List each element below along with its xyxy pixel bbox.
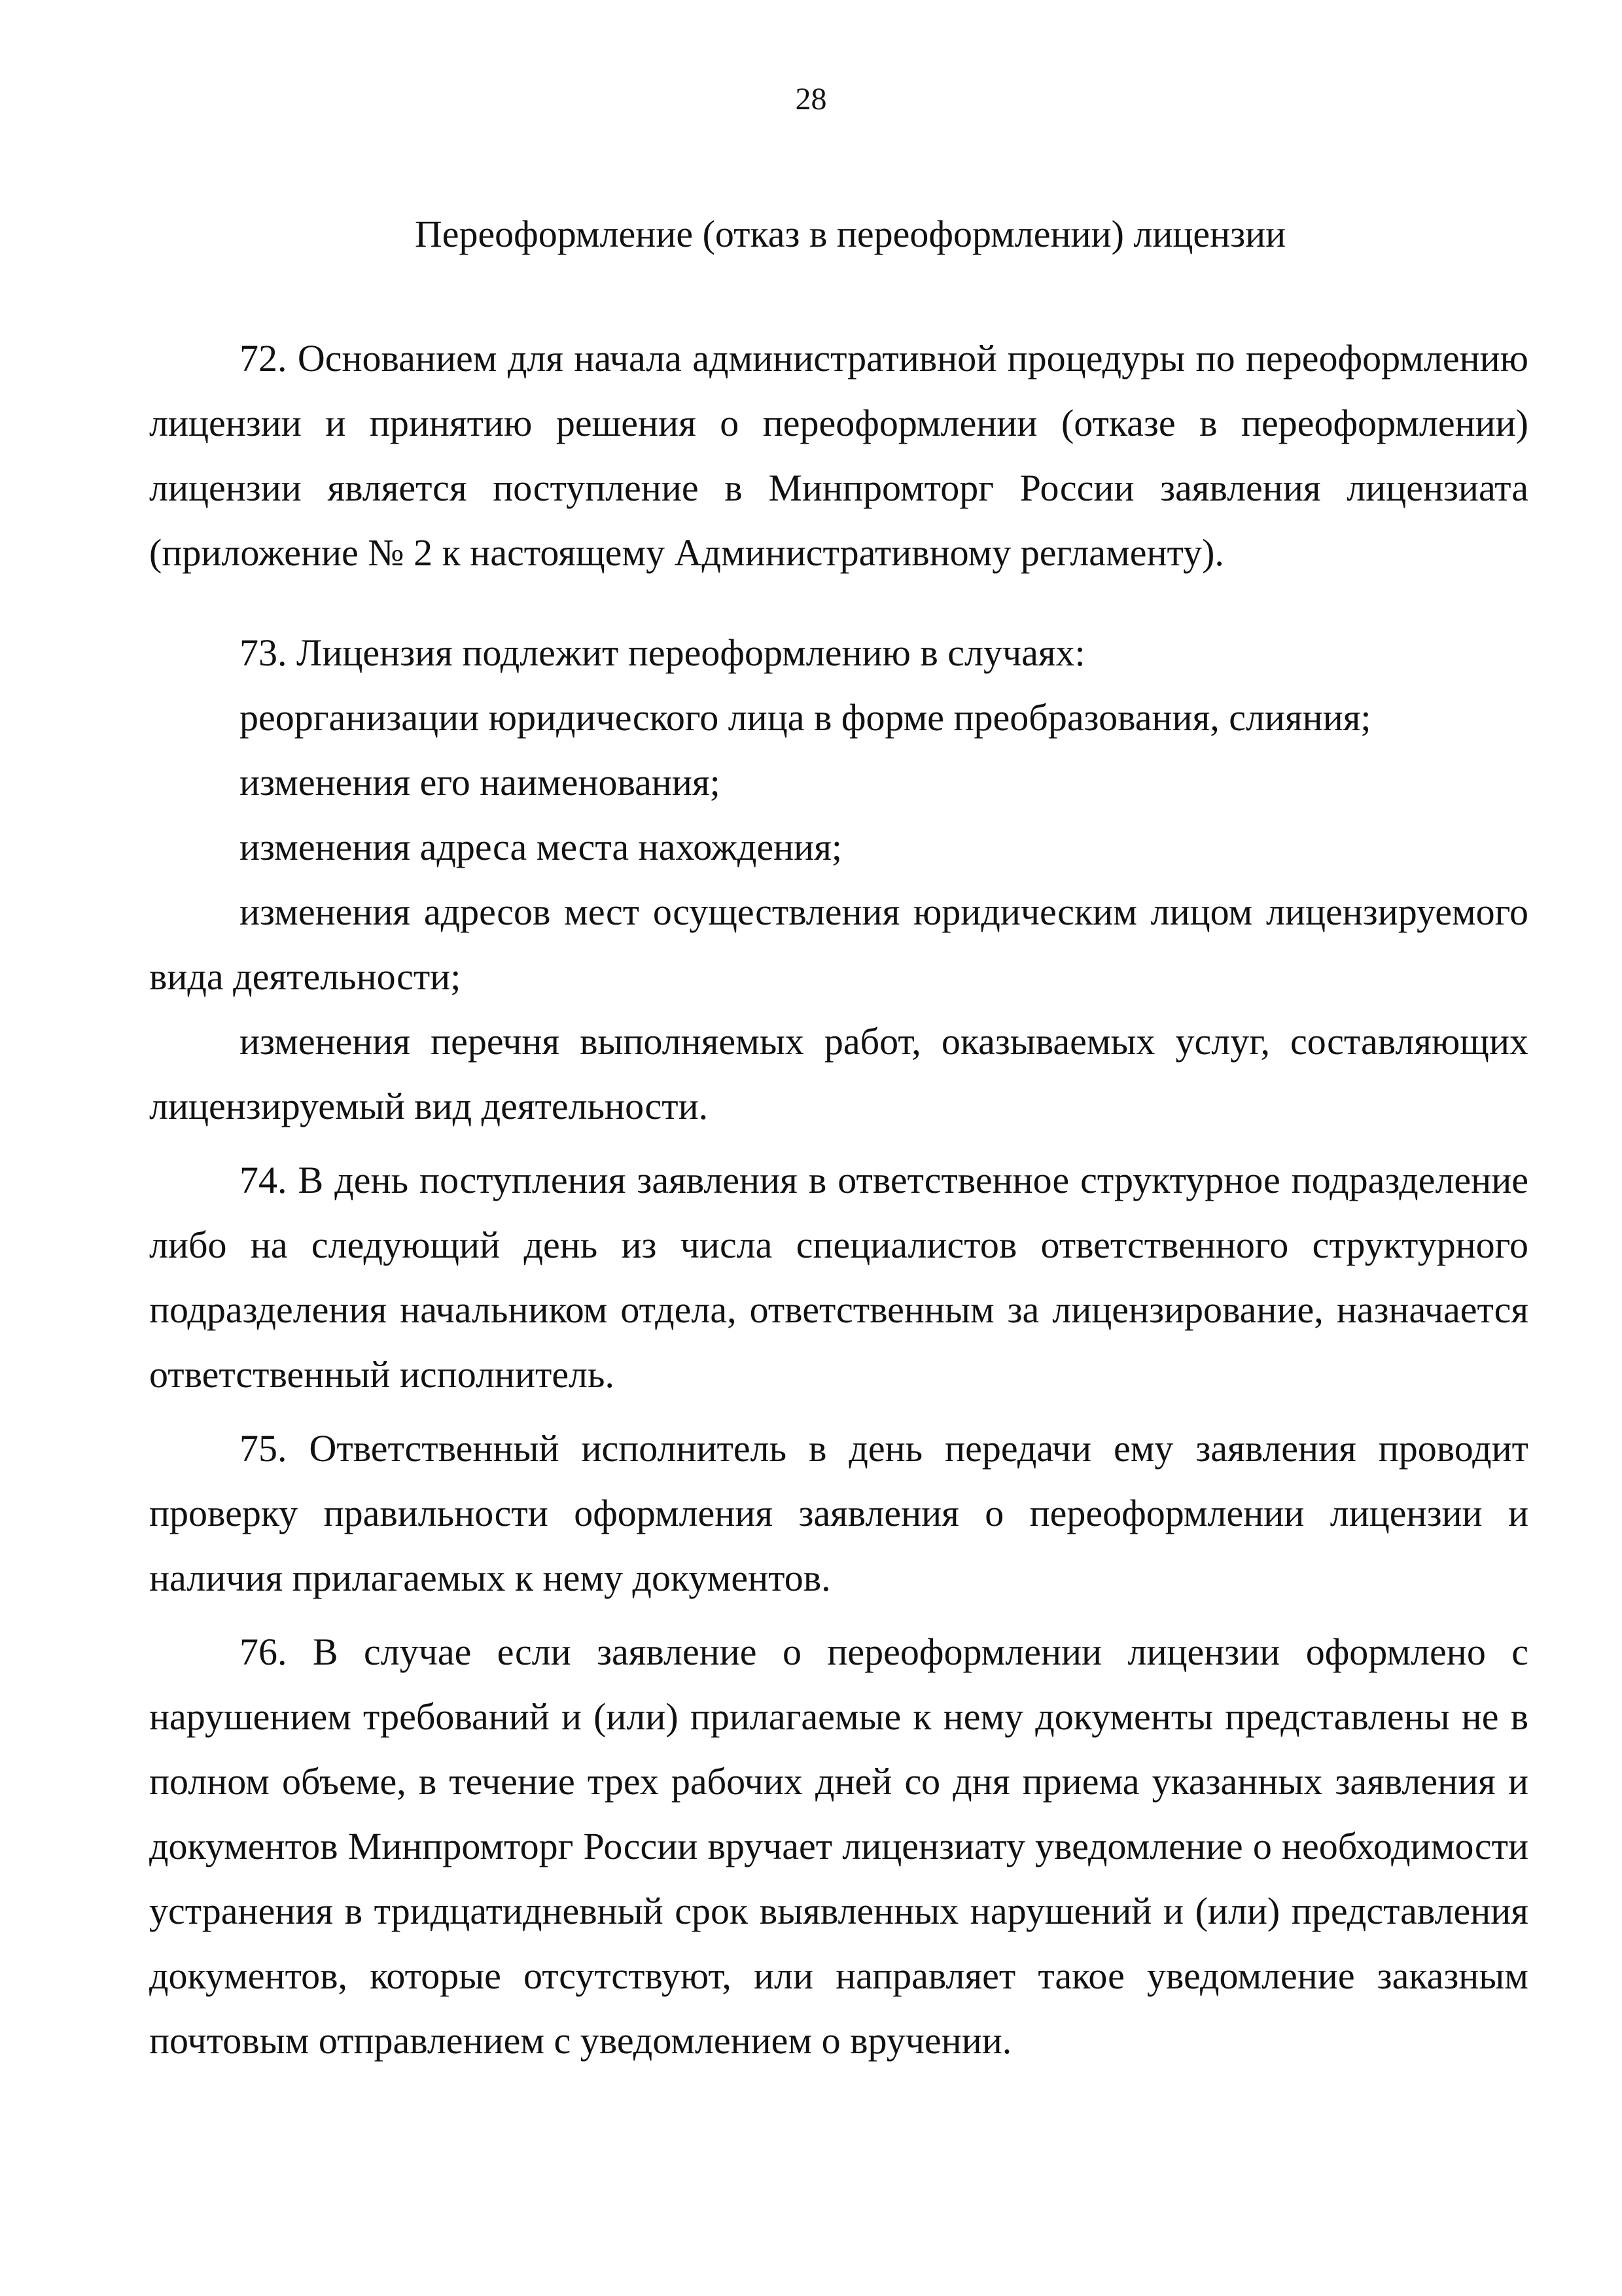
paragraph-gap xyxy=(149,585,1528,620)
paragraph-75: 75. Ответственный исполнитель в день передачи ему заявления проводит проверку правильности оформления заявления о переоформлении лицензии и наличия прилагаемых к нему документов. xyxy=(149,1427,1528,1599)
section-heading: Переоформление (отказ в переоформлении) лицензии xyxy=(414,213,1286,255)
list-item: реорганизации юридического лица в форме преобразования, слияния; xyxy=(239,696,1371,739)
list-item: изменения перечня выполняемых работ, оказываемых услуг, составляющих лицензируемый вид деятельности. xyxy=(149,1020,1528,1127)
paragraph-gap xyxy=(149,1407,1528,1416)
page-number: 28 xyxy=(795,82,827,116)
paragraph-73: 73. Лицензия подлежит переоформлению в случаях: xyxy=(239,631,1085,674)
body-text xyxy=(149,326,1528,2073)
list-item: изменения адреса места нахождения; xyxy=(239,826,843,868)
paragraph-gap xyxy=(149,1610,1528,1619)
paragraph-72: 72. Основанием для начала административной процедуры по переоформлению лицензии и принятию решения о переоформлении (отказе в переоформлении) лицензии является поступление в Минпромторг России заявления лицензиата (приложение № 2 к настоящему Административному регламенту). xyxy=(149,337,1528,574)
paragraph-gap xyxy=(149,1139,1528,1148)
list-item: изменения адресов мест осуществления юридическим лицом лицензируемого вида деятельности; xyxy=(149,891,1528,998)
paragraph-74: 74. В день поступления заявления в ответственное структурное подразделение либо на следующий день из числа специалистов ответственного структурного подразделения начальником отдела, ответственным за лицензирование, назначается ответственный исполнитель. xyxy=(149,1159,1528,1396)
paragraph-76: 76. В случае если заявление о переоформлении лицензии оформлено с нарушением требований и (или) прилагаемые к нему документы представлены не в полном объеме, в течение трех рабочих дней со дня приема указанных заявления и документов Минпромторг России вручает лицензиату уведомление о необходимости устранения в тридцатидневный срок выявленных нарушений и (или) представления документов, которые отсутствуют, или направляет такое уведомление заказным почтовым отправлением с уведомлением о вручении. xyxy=(149,1631,1528,2062)
list-item: изменения его наименования; xyxy=(239,761,720,804)
